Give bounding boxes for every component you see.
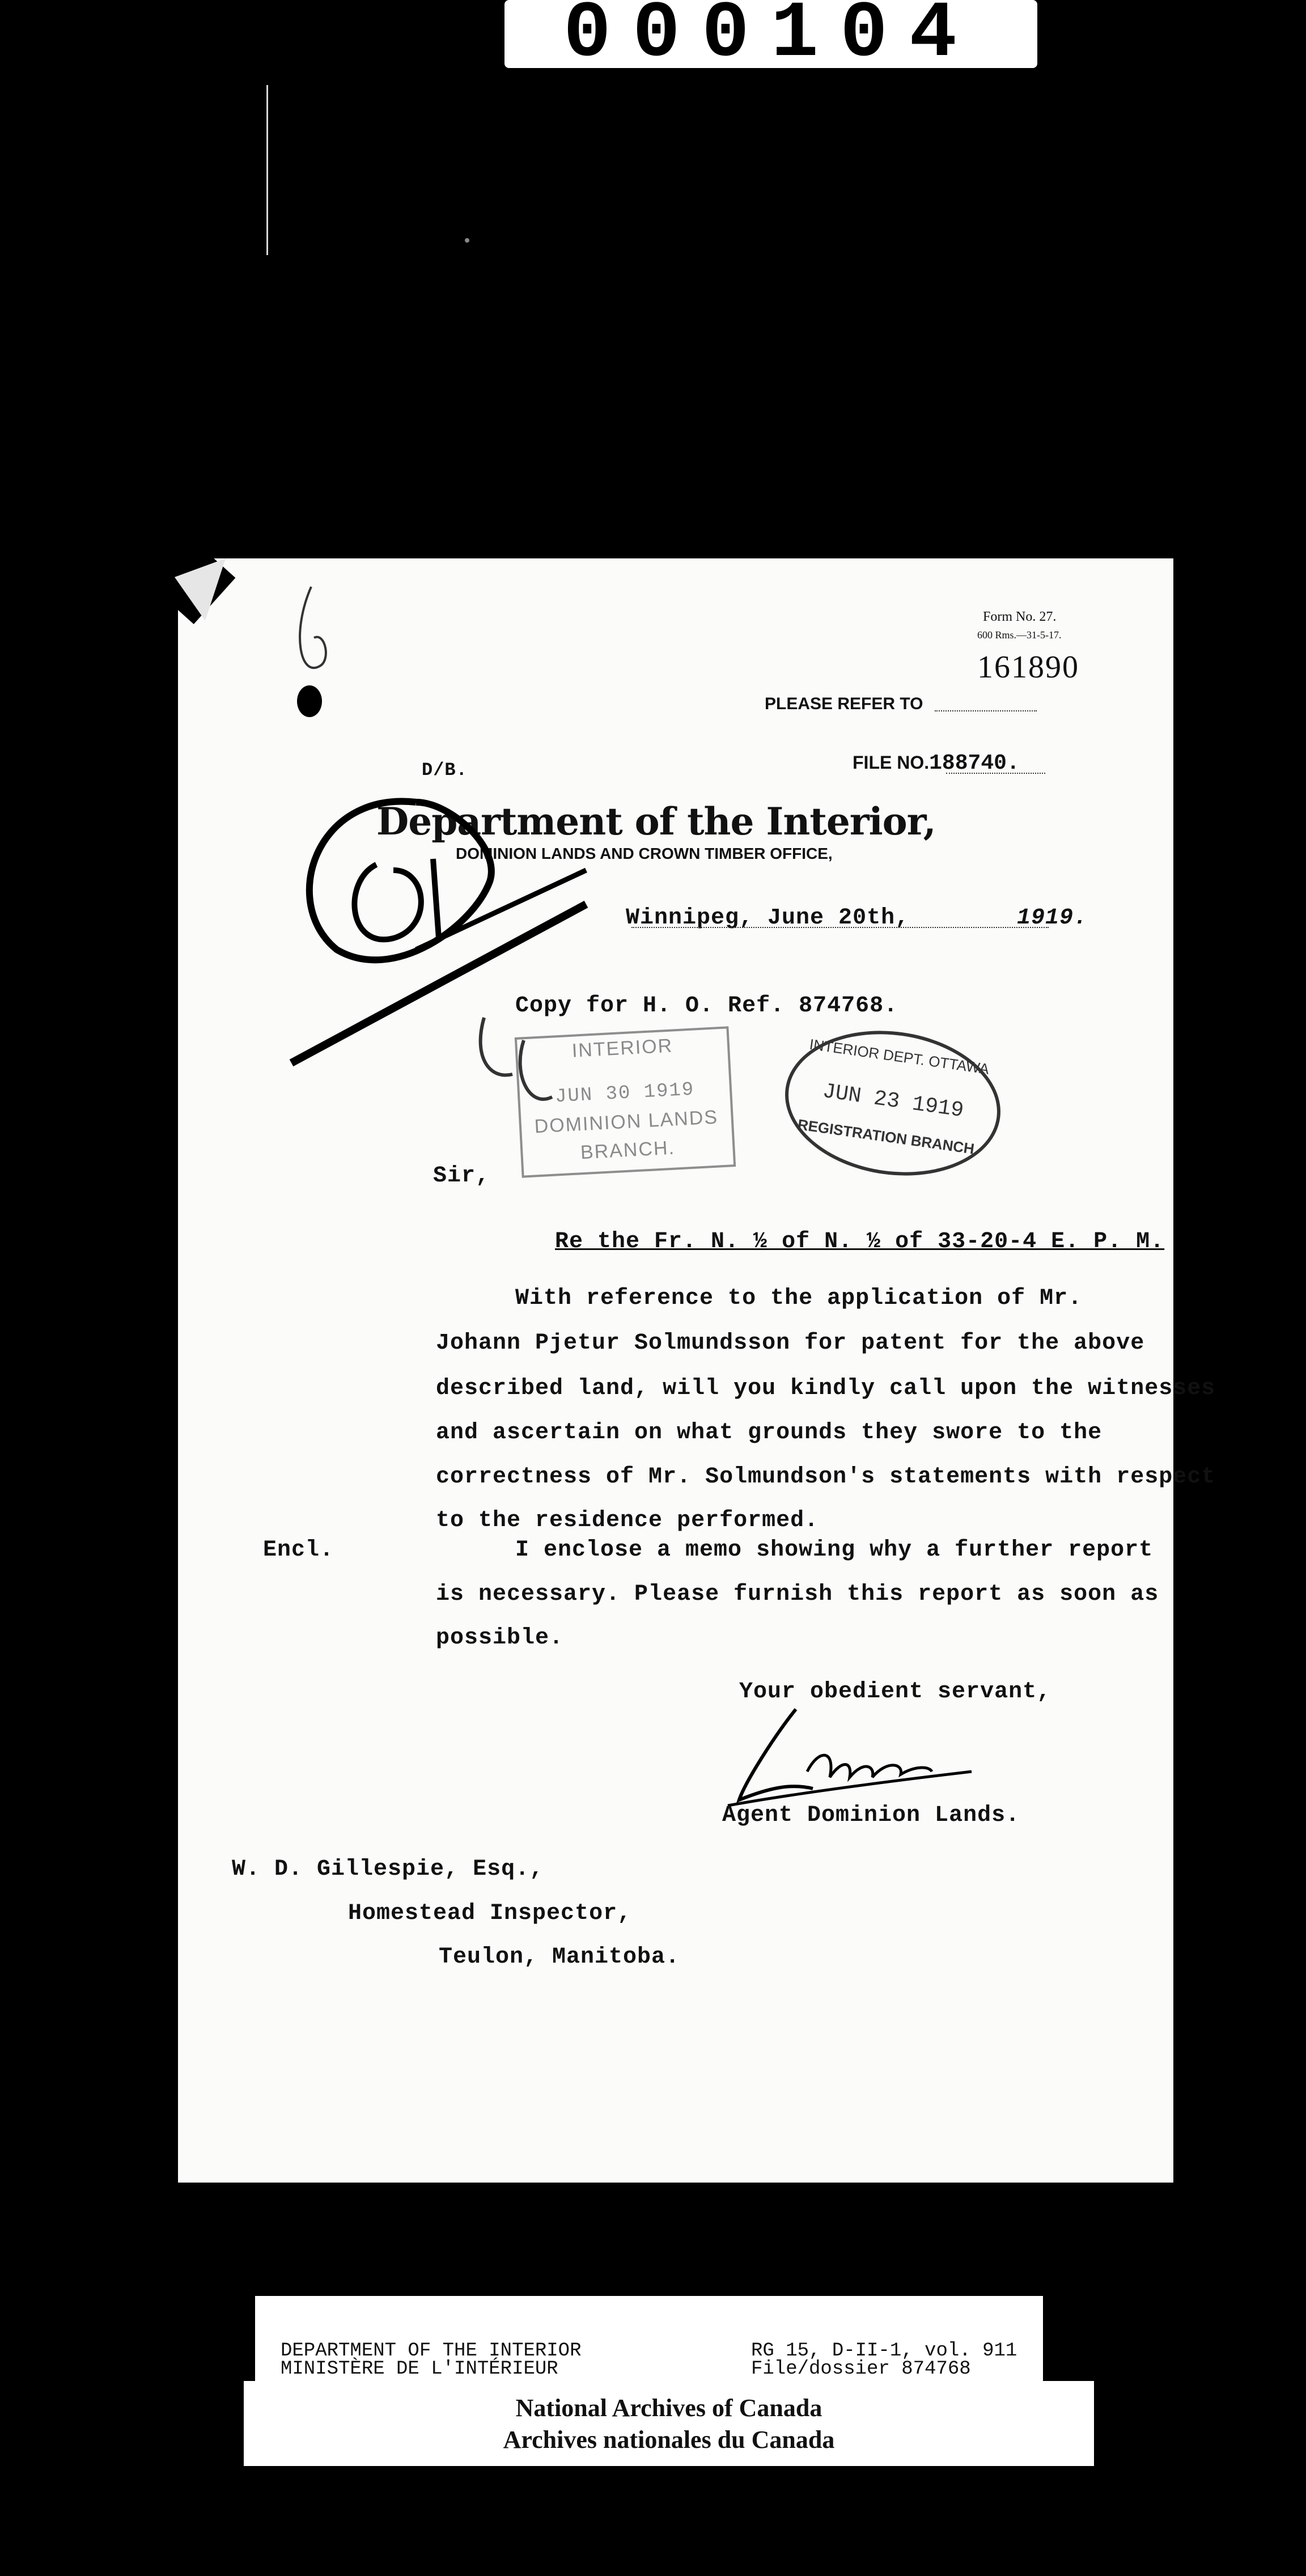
date-dotted-line — [631, 927, 1049, 928]
body-line: is necessary. Please furnish this report as soon as — [436, 1582, 1159, 1607]
archive-file-number: File/dossier 874768 — [751, 2358, 971, 2380]
enclosure-note: Encl. — [263, 1537, 334, 1563]
stamp-rect-line: INTERIOR — [571, 1035, 674, 1062]
addressee-line: W. D. Gillespie, Esq., — [232, 1857, 544, 1882]
body-line: With reference to the application of Mr. — [515, 1286, 1083, 1311]
form-number: Form No. 27. — [983, 609, 1057, 624]
body-line: possible. — [436, 1625, 564, 1651]
please-refer-label: PLEASE REFER TO — [765, 694, 923, 713]
body-line: described land, will you kindly call upon the witnesses — [436, 1376, 1216, 1401]
year: 1919. — [1017, 905, 1088, 931]
film-edge-mark — [266, 85, 268, 255]
microfilm-frame-number: 000104 — [504, 0, 1037, 68]
letter-page — [178, 558, 1216, 2183]
body-line: I enclose a memo showing why a further report — [515, 1537, 1154, 1563]
stamp-rect-line: DOMINION LANDS — [533, 1106, 719, 1138]
stamp-oval-top: INTERIOR DEPT. OTTAWA — [808, 1035, 990, 1078]
signature-title: Agent Dominion Lands. — [722, 1803, 1020, 1828]
national-archives-label — [244, 2381, 1094, 2466]
signature — [705, 1704, 1000, 1817]
file-number — [853, 751, 1020, 776]
handwritten-annotations — [246, 564, 609, 1131]
place-date: Winnipeg, June 20th, — [626, 905, 910, 931]
archive-department-fr: MINISTÈRE DE L'INTÉRIEUR — [281, 2358, 558, 2380]
stamp-rect-date: JUN 30 1919 — [554, 1079, 696, 1108]
salutation: Sir, — [433, 1163, 490, 1189]
stamp-oval-date: JUN 23 1919 — [821, 1079, 965, 1124]
form-print-run: 600 Rms.—31-5-17. — [977, 629, 1062, 641]
copy-reference: Copy for H. O. Ref. 874768. — [515, 993, 898, 1019]
re-subject-line: Re the Fr. N. ½ of N. ½ of 33-20-4 E. P. M. — [555, 1229, 1165, 1255]
refer-dotted-line — [935, 710, 1037, 711]
addressee-line: Teulon, Manitoba. — [439, 1944, 680, 1970]
stamped-number: 161890 — [977, 650, 1079, 685]
archives-name-fr: Archives nationales du Canada — [503, 2426, 835, 2454]
file-number-value: 188740. — [929, 751, 1020, 776]
stamp-rect-line: BRANCH. — [580, 1137, 676, 1164]
archive-department-en: DEPARTMENT OF THE INTERIOR — [281, 2340, 582, 2362]
film-dust-dot — [465, 238, 469, 243]
db-initials: D/B. — [422, 760, 468, 781]
stamp-oval-bottom: REGISTRATION BRANCH. — [796, 1116, 980, 1158]
body-line: to the residence performed. — [436, 1508, 819, 1533]
department-heading: Department of the Interior, — [376, 799, 936, 844]
file-number-label: FILE NO. — [853, 752, 930, 773]
body-line: Johann Pjetur Solmundsson for patent for the above — [436, 1331, 1145, 1356]
body-line: and ascertain on what grounds they swore to the — [436, 1420, 1103, 1446]
archive-record-group: RG 15, D-II-1, vol. 911 — [751, 2340, 1017, 2362]
office-name: DOMINION LANDS AND CROWN TIMBER OFFICE, — [456, 845, 833, 862]
archive-reference-label — [255, 2296, 1043, 2381]
body-line: correctness of Mr. Solmundson's statements with respect — [436, 1464, 1216, 1490]
registration-stamp-oval — [775, 1018, 1010, 1189]
addressee-line: Homestead Inspector, — [348, 1901, 632, 1926]
closing: Your obedient servant, — [739, 1679, 1051, 1705]
file-number-dotted-line — [946, 773, 1045, 774]
archives-name-en: National Archives of Canada — [515, 2394, 822, 2422]
